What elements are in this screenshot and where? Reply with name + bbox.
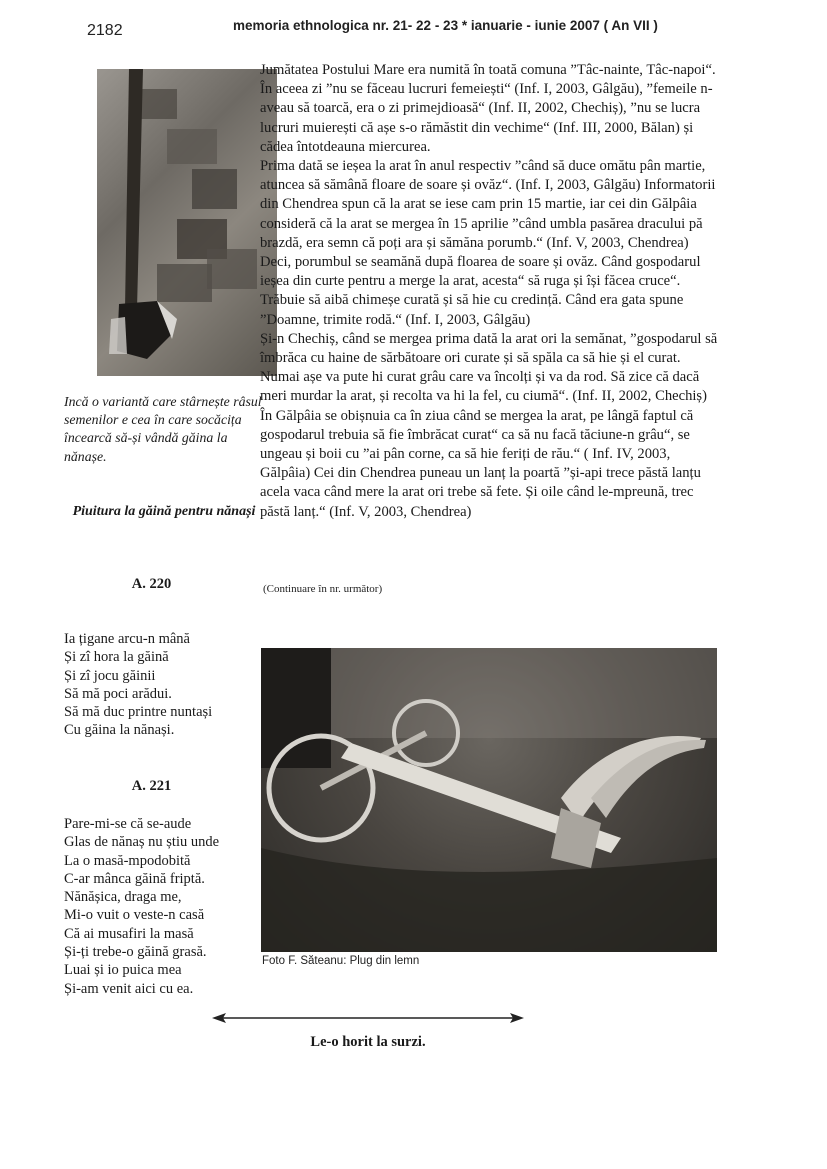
verse-line: Cu găina la nănași.: [64, 722, 175, 739]
verse-line: Nănășica, draga me,: [64, 889, 182, 906]
plough-photo: [261, 648, 717, 952]
verse-line: Și zî hora la găină: [64, 649, 169, 666]
axe-photo-illustration: [97, 69, 277, 376]
verse-a221: [64, 815, 264, 998]
double-arrow-divider: [212, 1010, 524, 1026]
verse-line: Luai și io puica mea: [64, 962, 182, 979]
plough-photo-illustration: [261, 648, 717, 952]
song-number-a221: A. 221: [131, 778, 172, 794]
verse-line: C-ar mânca găină friptă.: [64, 870, 205, 887]
paragraph: În Gălpâia se obișnuia ca în ziua când se mergea la arat, pe lângă faptul că gospodarul trebuia să fie îmbrăcat curat“ ca să nu facă tăciune-n grâu“, se ungeau și boii cu ”ai pân corne, ca să hie feriți de rău.“ ( Inf. IV, 2003, Gălpâia) Cei din Chendrea puneau un lanț la poartă ”și-api trece păstă lanțu acela vaca când mere la arat ori trebe să fete. Și oile când le-mpreună, trec păstă lanț.“ (Inf. V, 2003, Chendrea): [260, 407, 701, 520]
verse-line: Și-ți trebe-o găină grasă.: [64, 944, 207, 961]
running-header: memoria ethnologica nr. 21- 22 - 23 * ianuarie - iunie 2007 ( An VII ): [233, 18, 658, 33]
verse-line: Că ai musafiri la masă: [64, 925, 194, 942]
song-title: Piuitura la găină pentru nănași: [72, 504, 256, 519]
song-number-a220: A. 220: [131, 576, 172, 592]
continuation-note: (Continuare în nr. următor): [263, 583, 383, 595]
plough-photo-caption: Foto F. Săteanu: Plug din lemn: [262, 955, 420, 967]
paragraph: Și-n Chechiș, când se mergea prima dată la arat ori la semănat, ”gospodarul să îmbrăca cu haine de sărbătoare ori curate și să spăla ca să hie și el curat. Numai așe va pute hi curat grâu care va încolți și va da rod. Să zice că dacă meri murdar la arat, și recolta va hi la fel, cu ciumă“. (Inf. II, 2002, Chechiș): [260, 330, 718, 405]
axe-photo-caption: Incă o variantă care stârnește râsul semenilor e cea în care socăcița încearcă să-și vândă găina la nănașe.: [64, 394, 262, 464]
page-number: 2182: [87, 22, 123, 39]
verse-line: La o masă-mpodobită: [64, 852, 191, 869]
verse-line: Să mă duc printre nuntași: [64, 704, 213, 721]
closing-line: Le-o horit la surzi.: [310, 1034, 426, 1050]
verse-a220: [64, 630, 264, 740]
verse-line: Mi-o vuit o veste-n casă: [64, 907, 205, 924]
verse-line: Glas de nănaș nu știu unde: [64, 834, 220, 851]
verse-line: Și zî jocu găinii: [64, 667, 156, 684]
verse-line: Pare-mi-se că se-aude: [64, 816, 192, 832]
paragraph: Prima dată se ieșea la arat în anul respectiv ”când să duce omătu pân martie, atuncea să sămână floare de soare și ovăz“. (Inf. I, 2003, Gâlgău) Informatorii din Chendrea spun că la arat se iese cam prin 15 martie, iar cei din Gălpâia consideră că la arat se mergea în 15 aprilie ”când umbla pasărea dracului pă brazdă, era semn că poți ara și sămăna porumb.“ (Inf. V, 2003, Chendrea) Deci, porumbul se seamănă după floarea de soare și ovăz. Când gospodarul ieșea din curte pentru a merge la arat, acesta“ să ruga și își făcea cruce“. Trăbuie să aibă chimeșe curată și să hie cu credință. Când era gata spune ”Doamne, trimite rodă.“ (Inf. I, 2003, Gâlgău): [260, 158, 716, 328]
verse-line: Să mă poci arădui.: [64, 685, 172, 702]
verse-line: Și-am venit aici cu ea.: [64, 980, 194, 997]
axe-photo: [97, 69, 277, 376]
verse-line: Ia țigane arcu-n mână: [64, 631, 190, 647]
paragraph: Jumătatea Postului Mare era numită în toată comuna ”Tâc-nainte, Tâc-napoi“. În aceea zi ”nu se făceau lucruri femeiești“ (Inf. I, 2003, Gâlgău), ”femeile n-aveau să toarcă, era o zi primejdioasă“ (Inf. II, 2002, Chechiș), ”nu se lucra lucruri muierești că așe s-o rămăstit din vechime“ (Inf. III, 2000, Bălan) și cădea întotdeauna miercurea.: [260, 62, 716, 155]
article-body: [260, 61, 722, 522]
